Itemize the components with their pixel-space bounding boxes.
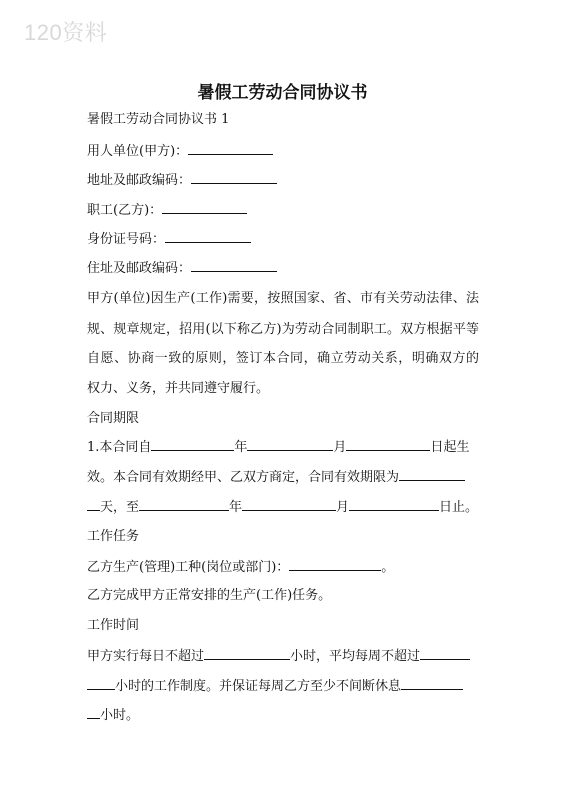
start-day-blank bbox=[346, 437, 430, 451]
end-year-blank bbox=[139, 497, 229, 511]
employee-blank bbox=[162, 200, 247, 214]
end-day-blank bbox=[349, 497, 439, 511]
term-start-day-label: 日起生 bbox=[430, 440, 470, 455]
weekly-hours-blank bbox=[420, 646, 470, 660]
weekly-hours-blank-cont bbox=[87, 676, 115, 690]
position-blank bbox=[289, 557, 381, 571]
employee-label: 职工(乙方)： bbox=[87, 203, 163, 218]
intro-line-4: 权力、义务，并共同遵守履行。 bbox=[87, 381, 270, 396]
term-start-month-label: 月 bbox=[333, 440, 347, 455]
rest-hours-blank bbox=[401, 676, 463, 690]
duration-blank-cont bbox=[87, 497, 100, 511]
employer-label: 用人单位(甲方)： bbox=[87, 144, 189, 159]
intro-line-1: 甲方(单位)因生产(工作)需要，按照国家、省、市有关劳动法律、法 bbox=[87, 291, 479, 306]
term-start-year-label: 年 bbox=[234, 440, 248, 455]
hours-weekly-label: 小时，平均每周不超过 bbox=[290, 649, 421, 664]
watermark: 120资料 bbox=[24, 20, 108, 45]
term-line-3 bbox=[87, 497, 479, 517]
hours-daily-label: 甲方实行每日不超过 bbox=[87, 649, 205, 664]
task-position-end: 。 bbox=[381, 560, 395, 575]
intro-line-3: 自愿、协商一致的原则，签订本合同，确立劳动关系，明确双方的 bbox=[87, 351, 479, 366]
term-line-2 bbox=[87, 467, 479, 487]
term-line-1 bbox=[87, 437, 479, 457]
start-month-blank bbox=[247, 437, 333, 451]
term-end-day-label: 日止。 bbox=[439, 500, 479, 515]
employee-address-label: 住址及邮政编码： bbox=[87, 261, 192, 276]
document-title: 暑假工劳动合同协议书 bbox=[197, 83, 368, 103]
term-end-year-label: 年 bbox=[229, 500, 243, 515]
hours-rest-label: 小时的工作制度。并保证每周乙方至少不间断休息 bbox=[115, 679, 402, 694]
section-heading-task: 工作任务 bbox=[87, 529, 140, 544]
duration-blank bbox=[399, 467, 465, 481]
employee-field bbox=[87, 200, 479, 220]
employee-address-blank bbox=[191, 258, 277, 272]
term-end-month-label: 月 bbox=[336, 500, 350, 515]
id-number-label: 身份证号码： bbox=[87, 232, 166, 247]
hours-rest-end: 小时。 bbox=[100, 708, 140, 723]
employer-address-blank bbox=[191, 170, 277, 184]
daily-hours-blank bbox=[204, 646, 290, 660]
employer-blank bbox=[188, 141, 273, 155]
employer-field bbox=[87, 141, 479, 161]
intro-line-2: 规、规章规定，招用(以下称乙方)为劳动合同制职工。双方根据平等 bbox=[87, 322, 479, 337]
start-year-blank bbox=[151, 437, 234, 451]
term-duration-label: 效。本合同有效期经甲、乙双方商定，合同有效期限为 bbox=[87, 470, 400, 485]
section-heading-term: 合同期限 bbox=[87, 411, 140, 426]
term-start-label: 1.本合同自 bbox=[87, 440, 152, 455]
end-month-blank bbox=[242, 497, 336, 511]
id-number-blank bbox=[165, 229, 251, 243]
id-number-field bbox=[87, 229, 479, 249]
employee-address-field bbox=[87, 258, 479, 278]
hours-line-2 bbox=[87, 676, 479, 696]
employer-address-field bbox=[87, 170, 479, 190]
task-position-label: 乙方生产(管理)工种(岗位或部门)： bbox=[87, 560, 290, 575]
hours-line-1 bbox=[87, 646, 479, 666]
term-days-label: 天，至 bbox=[100, 500, 140, 515]
rest-hours-blank-cont bbox=[87, 705, 100, 719]
section-heading-hours: 工作时间 bbox=[87, 618, 140, 633]
task-line-2: 乙方完成甲方正常安排的生产(工作)任务。 bbox=[87, 588, 332, 603]
task-line-1 bbox=[87, 557, 479, 577]
hours-line-3 bbox=[87, 705, 479, 725]
employer-address-label: 地址及邮政编码： bbox=[87, 173, 192, 188]
document-subtitle: 暑假工劳动合同协议书 1 bbox=[87, 112, 230, 127]
